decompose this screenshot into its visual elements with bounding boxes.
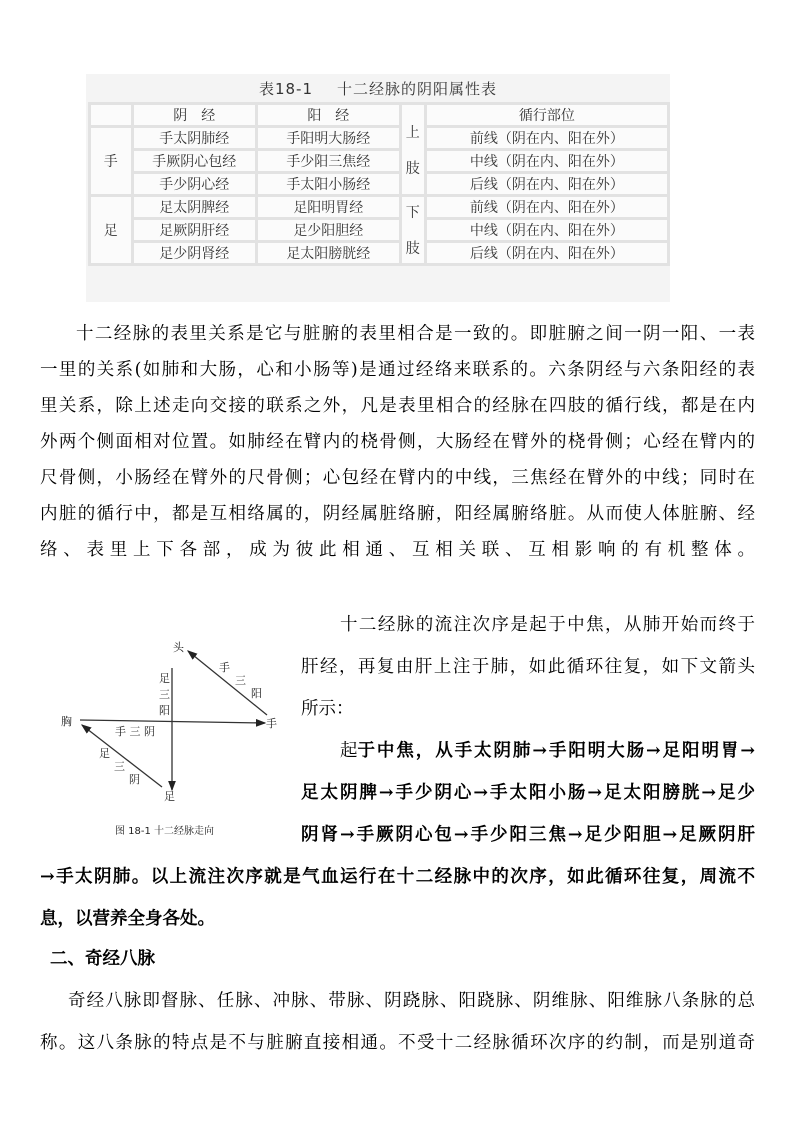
- figure-label: 阳: [251, 687, 262, 700]
- paragraph-line: 所示：: [301, 699, 354, 719]
- table-cell: 手太阴肺经: [132, 127, 256, 150]
- figure-label: 手: [219, 661, 230, 674]
- figure-label: 三: [114, 760, 125, 773]
- paragraph-line: 足太阴脾→手少阴心→手太阳小肠→足太阳膀胱→足少: [301, 783, 755, 803]
- figure-label: 阳: [159, 704, 170, 717]
- paragraph-line: 一里的关系(如肺和大肠，心和小肠等)是通过经络来联系的。六条阴经与六条阳经的表: [40, 360, 755, 380]
- figure-label: 足: [99, 747, 110, 760]
- label-hand: 手: [266, 717, 277, 730]
- table-cell: 足阳明胃经: [256, 196, 400, 219]
- paragraph-line: →手太阴肺。以上流注次序就是气血运行在十二经脉中的次序，如此循环往复，周流不: [40, 867, 755, 887]
- limb-foot: 足: [90, 196, 133, 265]
- figure-label: 足: [159, 672, 170, 685]
- header-yang: 阳 经: [256, 104, 400, 127]
- figure-label: 三: [235, 674, 246, 687]
- table-cell: 足厥阴肝经: [132, 219, 256, 242]
- table-cell: 手厥阴心包经: [132, 150, 256, 173]
- paragraph-line: 称。这八条脉的特点是不与脏腑直接相通。不受十二经脉循环次序的约制，而是别道奇: [40, 1033, 755, 1053]
- table-cell: 足少阳胆经: [256, 219, 400, 242]
- section-heading: 二、奇经八脉: [50, 949, 155, 969]
- label-chest: 胸: [61, 715, 72, 728]
- table-cell: 足太阳膀胱经: [256, 242, 400, 265]
- table-cell: 足太阴脾经: [132, 196, 256, 219]
- paragraph-line: [340, 737, 755, 762]
- label-foot: 足: [164, 790, 175, 803]
- table-cell: 前线（阴在内、阳在外）: [425, 196, 668, 219]
- table-cell: 手阳明大肠经: [256, 127, 400, 150]
- paragraph-line: 息，以营养全身各处。: [40, 909, 215, 929]
- header-yin: 阴 经: [132, 104, 256, 127]
- paragraph-line: 肝经，再复由肝上注于肺，如此循环往复，如下文箭头: [301, 657, 755, 677]
- paragraph-line: 尺骨侧，小肠经在臂外的尺骨侧；心包经在臂内的中线，三焦经在臂外的中线；同时在: [40, 468, 755, 488]
- table-cell: 手少阳三焦经: [256, 150, 400, 173]
- table-cell: 后线（阴在内、阳在外）: [425, 242, 668, 265]
- bold-text: 于中焦，从手太阴肺→手阳明大肠→足阳明胃→: [357, 741, 755, 761]
- header-path: 循行部位: [425, 104, 668, 127]
- region-upper: 上 肢: [400, 104, 425, 196]
- table-number: 表18-1: [258, 80, 314, 98]
- paragraph-line: 十二经脉的流注次序是起于中焦，从肺开始而终于: [340, 615, 755, 635]
- table-cell: 足少阴肾经: [132, 242, 256, 265]
- figure-label: 三: [159, 688, 170, 701]
- text: 起: [340, 741, 358, 761]
- paragraph-line: 十二经脉的表里关系是它与脏腑的表里相合是一致的。即脏腑之间一阴一阳、一表: [76, 324, 755, 344]
- paragraph-line: 阴肾→手厥阴心包→手少阳三焦→足少阳胆→足厥阴肝: [301, 825, 755, 845]
- label-head: 头: [173, 641, 184, 654]
- table-cell: 中线（阴在内、阳在外）: [425, 219, 668, 242]
- table-cell: 前线（阴在内、阳在外）: [425, 127, 668, 150]
- paragraph-line: 内脏的循行中，都是互相络属的，阴经属脏络腑，阳经属腑络脏。从而使人体脏腑、经: [40, 504, 755, 524]
- paragraph-line: 外两个侧面相对位置。如肺经在臂内的桡骨侧，大肠经在臂外的桡骨侧；心经在臂内的: [40, 432, 755, 452]
- table-caption: 十二经脉的阴阳属性表: [337, 80, 498, 98]
- paragraph-line: 里关系，除上述走向交接的联系之外，凡是表里相合的经脉在四肢的循行线，都是在内: [40, 396, 755, 416]
- table-cell: 后线（阴在内、阳在外）: [425, 173, 668, 196]
- table-cell: 手少阴心经: [132, 173, 256, 196]
- limb-hand: 手: [90, 127, 133, 196]
- table-cell: 中线（阴在内、阳在外）: [425, 150, 668, 173]
- figure-caption: 图 18-1 十二经脉走向: [115, 826, 215, 837]
- region-lower: 下 肢: [400, 196, 425, 265]
- figure-label: 手 三 阴: [115, 725, 155, 738]
- paragraph-line: 奇经八脉即督脉、任脉、冲脉、带脉、阴跷脉、阳跷脉、阴维脉、阳维脉八条脉的总: [68, 991, 755, 1011]
- figure-label: 阴: [129, 773, 140, 786]
- table-cell: 手太阳小肠经: [256, 173, 400, 196]
- paragraph-line: 络、表里上下各部，成为彼此相通、互相关联、互相影响的有机整体。: [40, 540, 755, 560]
